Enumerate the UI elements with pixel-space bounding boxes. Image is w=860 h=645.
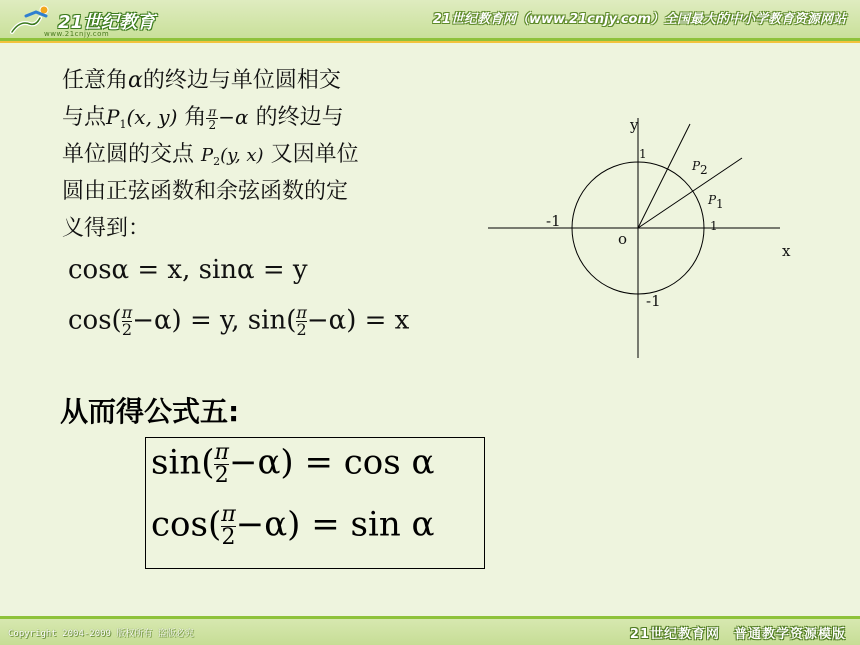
fraction-denominator: 2 xyxy=(214,463,229,488)
text-segment: cos( xyxy=(68,305,122,336)
p2-subscript: 2 xyxy=(700,163,708,177)
subscript: 1 xyxy=(119,118,127,131)
fraction-numerator: π xyxy=(208,104,217,119)
point-p1-coords: (x, y) xyxy=(126,105,178,129)
point-p2-label: P xyxy=(201,145,214,166)
site-title: 21世纪教育网（www.21cnjy.com）全国最大的中小学教育资源网站 xyxy=(432,12,846,27)
point-p1-label: P xyxy=(106,105,120,129)
footer-brand: 21世纪教育网 普通教学资源模版 xyxy=(629,627,846,642)
text-segment: −α) = cos α xyxy=(228,442,435,483)
pi-over-2-fraction xyxy=(206,106,218,131)
formula-line-2 xyxy=(151,504,435,549)
fraction-numerator: π xyxy=(221,502,236,527)
fraction-numerator: π xyxy=(214,440,229,465)
minus-alpha: −α xyxy=(218,105,249,129)
ray-p1 xyxy=(638,158,742,228)
text-segment: 单位圆的交点 xyxy=(62,142,195,167)
para-line-1 xyxy=(62,62,452,99)
pi-over-2-fraction xyxy=(214,442,228,487)
pi-over-2-fraction xyxy=(122,305,133,338)
fraction-numerator: π xyxy=(121,303,133,322)
text-segment: 任意角 xyxy=(62,68,129,93)
text-segment: −α) = x xyxy=(306,305,410,336)
fraction-denominator: 2 xyxy=(221,525,236,550)
copyright-text: Copyright 2004-2009 版权所有 盗版必究 xyxy=(8,629,194,639)
origin-label: o xyxy=(618,230,628,248)
definition-equation-2 xyxy=(68,305,409,338)
text-segment: −α) = sin α xyxy=(235,504,435,545)
fraction-numerator: π xyxy=(296,303,307,322)
y-tick-one: 1 xyxy=(639,147,647,161)
text-segment: 的终边与 xyxy=(255,105,344,130)
explanation-paragraph xyxy=(62,62,452,247)
para-line-2 xyxy=(62,99,452,136)
text-segment: 与点 xyxy=(62,105,107,130)
header-accent-line xyxy=(0,41,860,43)
logo-url: www.21cnjy.com xyxy=(44,30,110,38)
formula-line-1 xyxy=(151,442,435,487)
alpha-symbol: α xyxy=(128,68,143,93)
y-axis-label: y xyxy=(630,116,639,134)
y-tick-neg-one: -1 xyxy=(646,292,661,310)
logo-text: 21世纪教育 xyxy=(58,12,156,33)
x-axis-label: x xyxy=(782,242,791,260)
x-tick-one: 1 xyxy=(710,219,718,233)
definition-equation-1: cosα = x, sinα = y xyxy=(68,255,308,285)
text-segment: 角 xyxy=(184,105,207,130)
x-tick-neg-one: -1 xyxy=(546,212,561,230)
formula-heading: 从而得公式五: xyxy=(60,395,240,428)
pi-over-2-fraction xyxy=(296,305,307,338)
p1-subscript: 1 xyxy=(716,197,724,211)
text-segment: 又因单位 xyxy=(270,142,359,167)
fraction-denominator: 2 xyxy=(208,117,217,132)
fraction-denominator: 2 xyxy=(296,320,307,339)
text-segment: 的终边与单位圆相交 xyxy=(142,68,341,93)
para-line-4: 圆由正弦函数和余弦函数的定 xyxy=(62,179,349,204)
fraction-denominator: 2 xyxy=(121,320,133,339)
site-logo[interactable] xyxy=(6,2,156,38)
para-line-3 xyxy=(62,136,452,173)
point-p2-coords: (y, x) xyxy=(220,145,264,166)
unit-circle-diagram xyxy=(480,110,810,365)
p2-label: P xyxy=(692,159,701,173)
text-segment: cos( xyxy=(151,504,222,545)
text-segment: sin( xyxy=(151,442,215,483)
subscript: 2 xyxy=(213,155,221,168)
para-line-5: 义得到： xyxy=(62,216,151,241)
p1-label: P xyxy=(708,193,717,207)
ray-p2 xyxy=(638,124,690,228)
text-segment: −α) = y, sin( xyxy=(132,305,297,336)
pi-over-2-fraction xyxy=(221,504,235,549)
